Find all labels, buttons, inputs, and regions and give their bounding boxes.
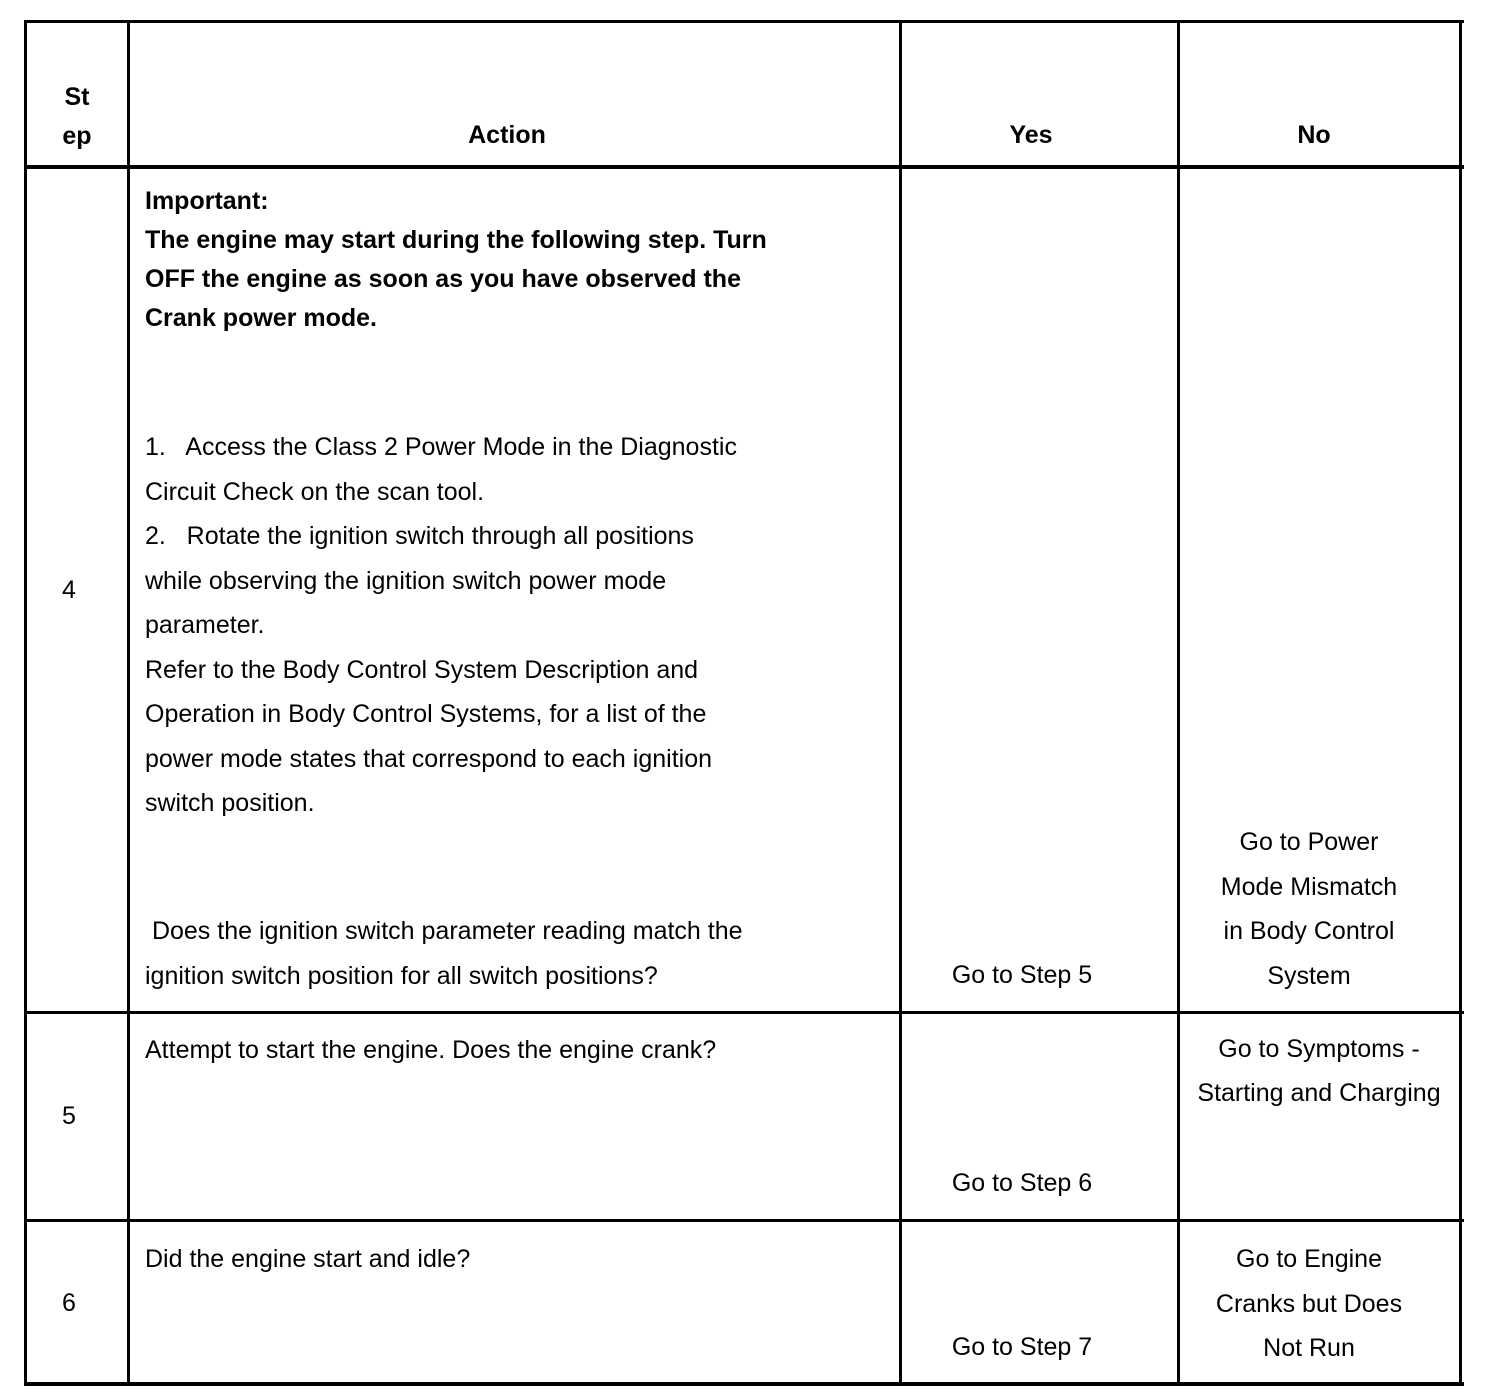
instruction-line: parameter. <box>145 611 265 639</box>
row-step-4-important <box>145 182 767 338</box>
table-border-row4-bottom <box>24 1011 1464 1014</box>
row-step-6-number: 6 <box>62 1289 76 1317</box>
row-step-4-instructions <box>145 425 737 826</box>
table-border-bottom <box>24 1382 1464 1386</box>
no-line: in Body Control <box>1223 917 1395 945</box>
row-step-4-no <box>1180 820 1438 998</box>
row-step-4-yes: Go to Step 5 <box>951 961 1093 989</box>
row-step-6-no <box>1180 1237 1438 1371</box>
instruction-line: Operation in Body Control Systems, for a list of the <box>145 700 707 728</box>
table-border-header-bottom <box>24 165 1464 169</box>
header-step-line1: St <box>64 83 90 111</box>
row-step-5-number: 5 <box>62 1102 76 1130</box>
instruction-line: power mode states that correspond to each ignition <box>145 744 713 773</box>
instruction-line: Circuit Check on the scan tool. <box>145 477 485 506</box>
important-label: Important: <box>145 187 269 215</box>
instruction-line: switch position. <box>145 789 315 817</box>
table-border-right <box>1459 20 1462 1386</box>
header-step-line2: ep <box>62 122 92 150</box>
table-border-top <box>24 20 1464 23</box>
table-border-row5-bottom <box>24 1219 1464 1222</box>
instruction-line: while observing the ignition switch power mode <box>145 566 667 595</box>
header-no: No <box>1297 121 1331 149</box>
header-step <box>27 78 127 156</box>
row-step-4-question <box>145 909 743 998</box>
no-line: Go to Engine <box>1236 1245 1382 1273</box>
no-line: Mode Mismatch <box>1220 872 1398 901</box>
important-line: Crank power mode. <box>145 304 377 332</box>
row-step-5-no <box>1180 1028 1458 1115</box>
no-line: System <box>1267 961 1351 990</box>
header-action: Action <box>468 121 546 149</box>
table-border-left <box>24 20 27 1386</box>
row-step-6-action: Did the engine start and idle? <box>145 1245 471 1273</box>
row-step-6-yes: Go to Step 7 <box>951 1333 1093 1361</box>
no-line: Starting and Charging <box>1197 1078 1441 1107</box>
instruction-line: 2. Rotate the ignition switch through all positions <box>145 522 694 550</box>
column-divider-yes <box>1177 20 1180 1386</box>
question-line: Does the ignition switch parameter reading match the <box>145 917 743 945</box>
header-yes: Yes <box>1009 121 1053 149</box>
row-step-4-number: 4 <box>62 576 76 604</box>
important-line: OFF the engine as soon as you have observed the <box>145 265 741 293</box>
no-line: Not Run <box>1263 1334 1355 1362</box>
column-divider-step <box>127 20 130 1386</box>
no-line: Go to Symptoms - <box>1218 1035 1420 1063</box>
question-line: ignition switch position for all switch positions? <box>145 961 658 990</box>
instruction-line: 1. Access the Class 2 Power Mode in the Diagnostic <box>145 433 737 461</box>
instruction-line: Refer to the Body Control System Description and <box>145 655 699 684</box>
row-step-5-yes: Go to Step 6 <box>951 1169 1093 1197</box>
important-line: The engine may start during the following step. Turn <box>145 226 767 254</box>
no-line: Cranks but Does <box>1215 1289 1403 1318</box>
no-line: Go to Power <box>1239 828 1379 856</box>
row-step-5-action: Attempt to start the engine. Does the engine crank? <box>145 1036 717 1064</box>
